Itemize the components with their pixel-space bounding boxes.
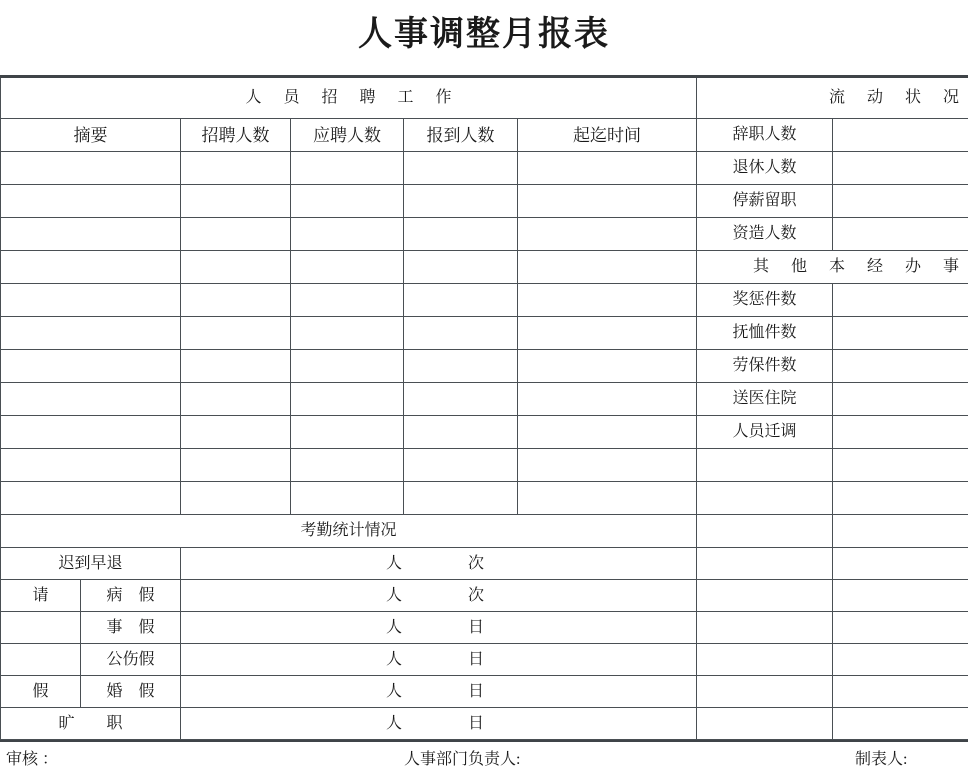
other-value-4[interactable] — [833, 416, 968, 449]
recruit-cell-r7-c3[interactable] — [404, 383, 518, 416]
recruit-cell-r9-c1[interactable] — [181, 449, 291, 482]
recruit-cell-r9-c0[interactable] — [0, 449, 181, 482]
other-label-1: 抚恤件数 — [697, 317, 833, 350]
recruit-cell-r7-c4[interactable] — [518, 383, 697, 416]
recruit-cell-r5-c1[interactable] — [181, 317, 291, 350]
report-grid — [0, 78, 968, 742]
other-value-0[interactable] — [833, 284, 968, 317]
recruit-cell-r3-c2[interactable] — [291, 251, 404, 284]
column-header-3: 报到人数 — [404, 119, 518, 152]
recruit-cell-r6-c3[interactable] — [404, 350, 518, 383]
right-filler-att-2-b[interactable] — [833, 612, 968, 644]
attendance-value-cell-3[interactable] — [181, 644, 697, 676]
footer-audit-label: 审核 ： — [6, 751, 59, 768]
right-filler-att-3-a[interactable] — [697, 644, 833, 676]
other-label-6 — [697, 482, 833, 515]
recruit-cell-r8-c2[interactable] — [291, 416, 404, 449]
recruit-cell-r5-c2[interactable] — [291, 317, 404, 350]
recruit-cell-r3-c0[interactable] — [0, 251, 181, 284]
attendance-time-unit-0: 次 — [468, 554, 485, 572]
attendance-row-label-1: 病 假 — [81, 580, 181, 612]
turnover-value-1[interactable] — [833, 152, 968, 185]
page-title: 人事调整月报表 — [358, 15, 610, 53]
attendance-group-label-top: 请 — [0, 580, 81, 612]
attendance-group-label-bottom: 假 — [0, 676, 81, 708]
recruit-cell-r3-c1[interactable] — [181, 251, 291, 284]
other-label-5 — [697, 449, 833, 482]
column-header-1: 招聘人数 — [181, 119, 291, 152]
other-label-2: 劳保件数 — [697, 350, 833, 383]
recruit-cell-r8-c4[interactable] — [518, 416, 697, 449]
attendance-row-label-5: 旷 职 — [0, 708, 181, 740]
footer-preparer-label: 制表人: — [855, 751, 908, 768]
turnover-label-2: 停薪留职 — [697, 185, 833, 218]
right-filler-att-5-b[interactable] — [833, 708, 968, 740]
turnover-value-0[interactable] — [833, 119, 968, 152]
attendance-group-spacer-3 — [0, 644, 81, 676]
recruit-cell-r0-c3[interactable] — [404, 152, 518, 185]
recruit-cell-r4-c0[interactable] — [0, 284, 181, 317]
recruit-cell-r10-c2[interactable] — [291, 482, 404, 515]
attendance-time-unit-4: 日 — [468, 682, 485, 700]
turnover-value-3[interactable] — [833, 218, 968, 251]
recruit-cell-r4-c3[interactable] — [404, 284, 518, 317]
recruit-cell-r9-c3[interactable] — [404, 449, 518, 482]
column-header-4: 起迄时间 — [518, 119, 697, 152]
right-filler-att-3-b[interactable] — [833, 644, 968, 676]
recruit-cell-r7-c1[interactable] — [181, 383, 291, 416]
right-filler-att-0-a[interactable] — [697, 548, 833, 580]
column-header-0: 摘要 — [0, 119, 181, 152]
recruit-cell-r2-c1[interactable] — [181, 218, 291, 251]
recruit-cell-r6-c0[interactable] — [0, 350, 181, 383]
attendance-value-cell-5[interactable] — [181, 708, 697, 740]
recruit-cell-r8-c3[interactable] — [404, 416, 518, 449]
recruit-cell-r0-c0[interactable] — [0, 152, 181, 185]
footer-signature-row — [0, 742, 968, 772]
right-filler-att-2-a[interactable] — [697, 612, 833, 644]
other-value-3[interactable] — [833, 383, 968, 416]
right-filler-att-1-a[interactable] — [697, 580, 833, 612]
attendance-person-unit-0: 人 — [386, 554, 403, 572]
attendance-row-label-4: 婚 假 — [81, 676, 181, 708]
recruit-cell-r3-c3[interactable] — [404, 251, 518, 284]
right-filler-att-5-a[interactable] — [697, 708, 833, 740]
recruit-cell-r1-c4[interactable] — [518, 185, 697, 218]
band-header-attendance: 考勤统计情况 — [0, 515, 697, 548]
recruit-cell-r1-c0[interactable] — [0, 185, 181, 218]
right-filler-att-1-b[interactable] — [833, 580, 968, 612]
other-value-6[interactable] — [833, 482, 968, 515]
right-filler-att-4-b[interactable] — [833, 676, 968, 708]
attendance-time-unit-3: 日 — [468, 650, 485, 668]
recruit-cell-r5-c3[interactable] — [404, 317, 518, 350]
recruit-cell-r7-c0[interactable] — [0, 383, 181, 416]
attendance-value-cell-2[interactable] — [181, 612, 697, 644]
recruit-cell-r6-c1[interactable] — [181, 350, 291, 383]
right-filler-att-4-a[interactable] — [697, 676, 833, 708]
recruit-cell-r2-c0[interactable] — [0, 218, 181, 251]
recruit-cell-r3-c4[interactable] — [518, 251, 697, 284]
recruit-cell-r2-c3[interactable] — [404, 218, 518, 251]
recruit-cell-r1-c3[interactable] — [404, 185, 518, 218]
turnover-value-2[interactable] — [833, 185, 968, 218]
recruit-cell-r2-c2[interactable] — [291, 218, 404, 251]
footer-hr-manager-label: 人事部门负责人: — [404, 751, 521, 768]
attendance-value-cell-4[interactable] — [181, 676, 697, 708]
recruit-cell-r10-c1[interactable] — [181, 482, 291, 515]
band-header-recruitment: 人 员 招 聘 工 作 — [0, 78, 697, 119]
other-value-5[interactable] — [833, 449, 968, 482]
recruit-cell-r1-c1[interactable] — [181, 185, 291, 218]
attendance-person-unit-2: 人 — [386, 618, 403, 636]
band-header-turnover: 流 动 状 况 — [697, 78, 968, 119]
other-value-2[interactable] — [833, 350, 968, 383]
turnover-label-0: 辞职人数 — [697, 119, 833, 152]
column-header-2: 应聘人数 — [291, 119, 404, 152]
attendance-time-unit-2: 日 — [468, 618, 485, 636]
attendance-person-unit-4: 人 — [386, 682, 403, 700]
recruit-cell-r5-c4[interactable] — [518, 317, 697, 350]
recruit-cell-r2-c4[interactable] — [518, 218, 697, 251]
recruit-cell-r10-c4[interactable] — [518, 482, 697, 515]
recruit-cell-r0-c4[interactable] — [518, 152, 697, 185]
recruit-cell-r6-c4[interactable] — [518, 350, 697, 383]
right-filler-att-head-b[interactable] — [833, 515, 968, 548]
recruit-cell-r6-c2[interactable] — [291, 350, 404, 383]
attendance-row-label-3: 公伤假 — [81, 644, 181, 676]
recruit-cell-r4-c1[interactable] — [181, 284, 291, 317]
recruit-cell-r8-c1[interactable] — [181, 416, 291, 449]
recruit-cell-r10-c0[interactable] — [0, 482, 181, 515]
recruit-cell-r5-c0[interactable] — [0, 317, 181, 350]
turnover-label-1: 退休人数 — [697, 152, 833, 185]
attendance-time-unit-5: 日 — [468, 714, 485, 732]
right-filler-att-head-a[interactable] — [697, 515, 833, 548]
attendance-person-unit-5: 人 — [386, 714, 403, 732]
recruit-cell-r4-c2[interactable] — [291, 284, 404, 317]
recruit-cell-r1-c2[interactable] — [291, 185, 404, 218]
recruit-cell-r8-c0[interactable] — [0, 416, 181, 449]
attendance-person-unit-1: 人 — [386, 586, 403, 604]
recruit-cell-r0-c2[interactable] — [291, 152, 404, 185]
attendance-person-unit-3: 人 — [386, 650, 403, 668]
other-label-3: 送医住院 — [697, 383, 833, 416]
other-label-4: 人员迁调 — [697, 416, 833, 449]
recruit-cell-r9-c2[interactable] — [291, 449, 404, 482]
attendance-row-label-2: 事 假 — [81, 612, 181, 644]
attendance-value-cell-0[interactable] — [181, 548, 697, 580]
recruit-cell-r10-c3[interactable] — [404, 482, 518, 515]
attendance-row-label-0: 迟到早退 — [0, 548, 181, 580]
title-zone — [0, 0, 968, 78]
recruit-cell-r9-c4[interactable] — [518, 449, 697, 482]
recruit-cell-r4-c4[interactable] — [518, 284, 697, 317]
band-header-other-affairs: 其 他 本 经 办 事 — [697, 251, 968, 284]
attendance-time-unit-1: 次 — [468, 586, 485, 604]
right-filler-att-0-b[interactable] — [833, 548, 968, 580]
turnover-label-3: 资造人数 — [697, 218, 833, 251]
other-label-0: 奖惩件数 — [697, 284, 833, 317]
recruit-cell-r7-c2[interactable] — [291, 383, 404, 416]
attendance-value-cell-1[interactable] — [181, 580, 697, 612]
other-value-1[interactable] — [833, 317, 968, 350]
attendance-group-spacer-2 — [0, 612, 81, 644]
recruit-cell-r0-c1[interactable] — [181, 152, 291, 185]
